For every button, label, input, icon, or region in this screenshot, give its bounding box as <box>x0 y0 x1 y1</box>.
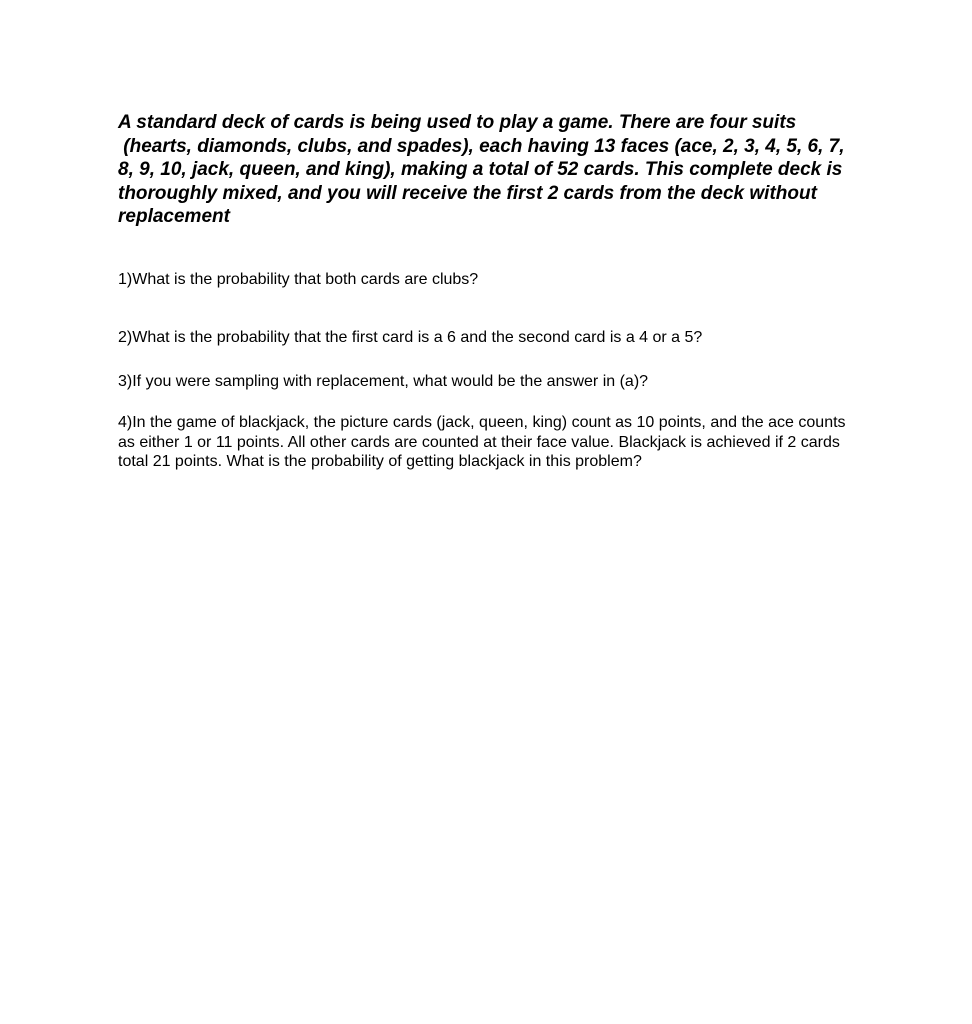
question-4 <box>118 413 918 472</box>
question-3 <box>118 372 918 392</box>
question-line: 1)What is the probability that both cards are clubs? <box>118 270 479 288</box>
question-1 <box>118 270 918 290</box>
question-line: 4)In the game of blackjack, the picture cards (jack, queen, king) count as 10 points, and the ace counts <box>118 414 846 431</box>
question-line: as either 1 or 11 points. All other cards are counted at their face value. Blackjack is achieved if 2 cards <box>118 433 840 451</box>
intro-line: thoroughly mixed, and you will receive the first 2 cards from the deck without <box>118 182 817 204</box>
question-line: 3)If you were sampling with replacement, what would be the answer in (a)? <box>118 372 649 390</box>
document-page <box>118 111 918 472</box>
question-line: 2)What is the probability that the first card is a 6 and the second card is a 4 or a 5? <box>118 329 703 346</box>
problem-statement <box>118 111 918 229</box>
intro-line: replacement <box>118 206 230 227</box>
question-2 <box>118 328 918 348</box>
intro-line: (hearts, diamonds, clubs, and spades), each having 13 faces (ace, 2, 3, 4, 5, 6, 7, <box>118 135 845 157</box>
intro-line: A standard deck of cards is being used to play a game. There are four suits <box>118 112 797 133</box>
question-line: total 21 points. What is the probability of getting blackjack in this problem? <box>118 453 642 470</box>
intro-line: 8, 9, 10, jack, queen, and king), making a total of 52 cards. This complete deck is <box>118 159 843 180</box>
